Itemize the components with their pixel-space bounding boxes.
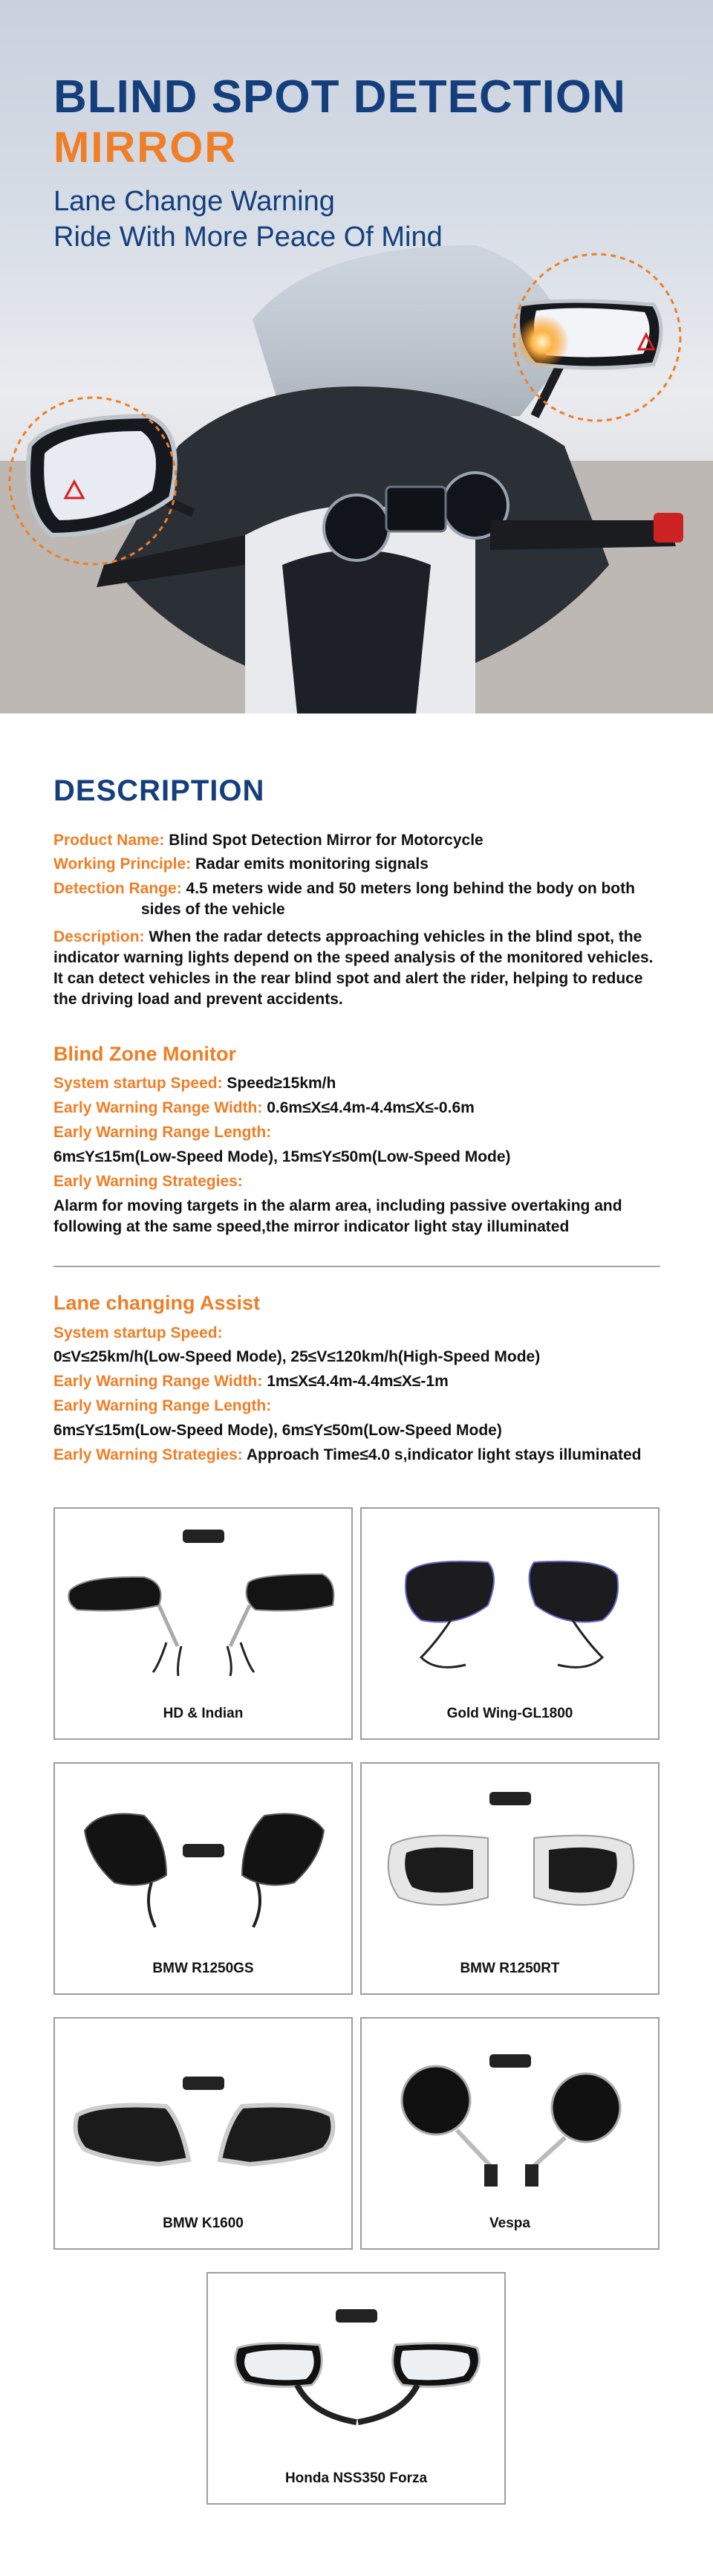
detection-range-row [53,879,662,899]
lc-startup-value: 0≤V≤25km/h(Low-Speed Mode), 25≤V≤120km/h(High-Speed Mode) [53,1348,541,1365]
lc-strategies-label: Early Warning Strategies: [53,1446,243,1463]
description-text-2: indicator warning lights depend on the speed analysis of the monitored vehicles. [53,949,654,966]
description-row [53,928,662,947]
product-name-value: Blind Spot Detection Mirror for Motorcycle [169,832,484,849]
lc-width-row [53,1372,662,1391]
left-gauge [324,495,389,560]
description-text-3: It can detect vehicles in the rear blind spot and alert the rider, helping to reduce [53,970,643,987]
detection-range-value-2: sides of the vehicle [141,901,285,918]
lc-width-label: Early Warning Range Width: [53,1373,263,1390]
product-name: Gold Wing-GL1800 [446,1706,573,1721]
lane-change-title: Lane changing Assist [53,1292,261,1314]
description-label: Description: [53,928,145,945]
blind-zone-title: Blind Zone Monitor [53,1043,236,1065]
hero-subtitle-line2: Ride With More Peace Of Mind [53,221,443,253]
working-principle-label: Working Principle: [53,855,192,873]
bz-length-value: 6m≤Y≤15m(Low-Speed Mode), 15m≤Y≤50m(Low-Speed Mode) [53,1148,511,1165]
bz-width-label: Early Warning Range Width: [53,1099,263,1116]
product-name: Vespa [489,2216,530,2231]
product-name: BMW R1250GS [152,1961,254,1976]
product-name: HD & Indian [163,1706,244,1721]
lc-width-value: 1m≤X≤4.4m-4.4m≤X≤-1m [267,1373,449,1390]
bz-length-label: Early Warning Range Length: [53,1124,272,1141]
product-card-honda-nss350-forza[interactable] [206,2272,506,2505]
hero-subtitle-line1: Lane Change Warning [53,186,335,217]
lc-strategies-value: Approach Time≤4.0 s,indicator light stays illuminated [246,1446,642,1463]
bz-startup-row [53,1074,662,1093]
description-title: DESCRIPTION [53,774,265,807]
lc-length-value: 6m≤Y≤15m(Low-Speed Mode), 6m≤Y≤50m(Low-Speed Mode) [53,1422,502,1439]
lc-startup-label: System startup Speed: [53,1324,223,1342]
product-card-bmw-r1250rt[interactable] [360,1762,660,1995]
detection-range-label: Detection Range: [53,880,182,897]
product-card-bmw-r1250gs[interactable] [53,1762,353,1995]
hero-title-line1: BLIND SPOT DETECTION [53,71,626,123]
description-text-4: the driving load and prevent accidents. [53,991,343,1008]
working-principle-value: Radar emits monitoring signals [195,855,429,873]
bz-strategies-value-1: Alarm for moving targets in the alarm area, including passive overtaking and [53,1197,622,1214]
product-name-label: Product Name: [53,832,165,849]
product-card-hd-indian[interactable] [53,1507,353,1740]
lc-length-label: Early Warning Range Length: [53,1397,272,1414]
section-divider [53,1266,660,1267]
product-card-gold-wing[interactable] [360,1507,660,1740]
hero-title-line2: MIRROR [53,123,238,172]
bz-startup-value: Speed≥15km/h [227,1075,336,1092]
product-name: BMW K1600 [163,2216,244,2231]
working-principle-row [53,855,662,874]
bz-strategies-label: Early Warning Strategies: [53,1173,243,1190]
bz-startup-label: System startup Speed: [53,1075,223,1092]
detection-range-value-1: 4.5 meters wide and 50 meters long behind the body on both [186,880,635,897]
product-card-bmw-k1600[interactable] [53,2017,353,2250]
hero-banner [0,0,713,713]
bz-width-row [53,1098,662,1118]
product-card-vespa[interactable] [360,2017,660,2250]
product-name: BMW R1250RT [460,1961,560,1976]
lc-strategies-row [53,1446,662,1465]
description-text-1: When the radar detects approaching vehicles in the blind spot, the [149,928,642,945]
product-name-row [53,831,662,850]
bz-strategies-value-2: following at the same speed,the mirror indicator light stay illuminated [53,1218,570,1235]
product-name: Honda NSS350 Forza [284,2470,428,2486]
bz-width-value: 0.6m≤X≤4.4m-4.4m≤X≤-0.6m [267,1099,475,1116]
